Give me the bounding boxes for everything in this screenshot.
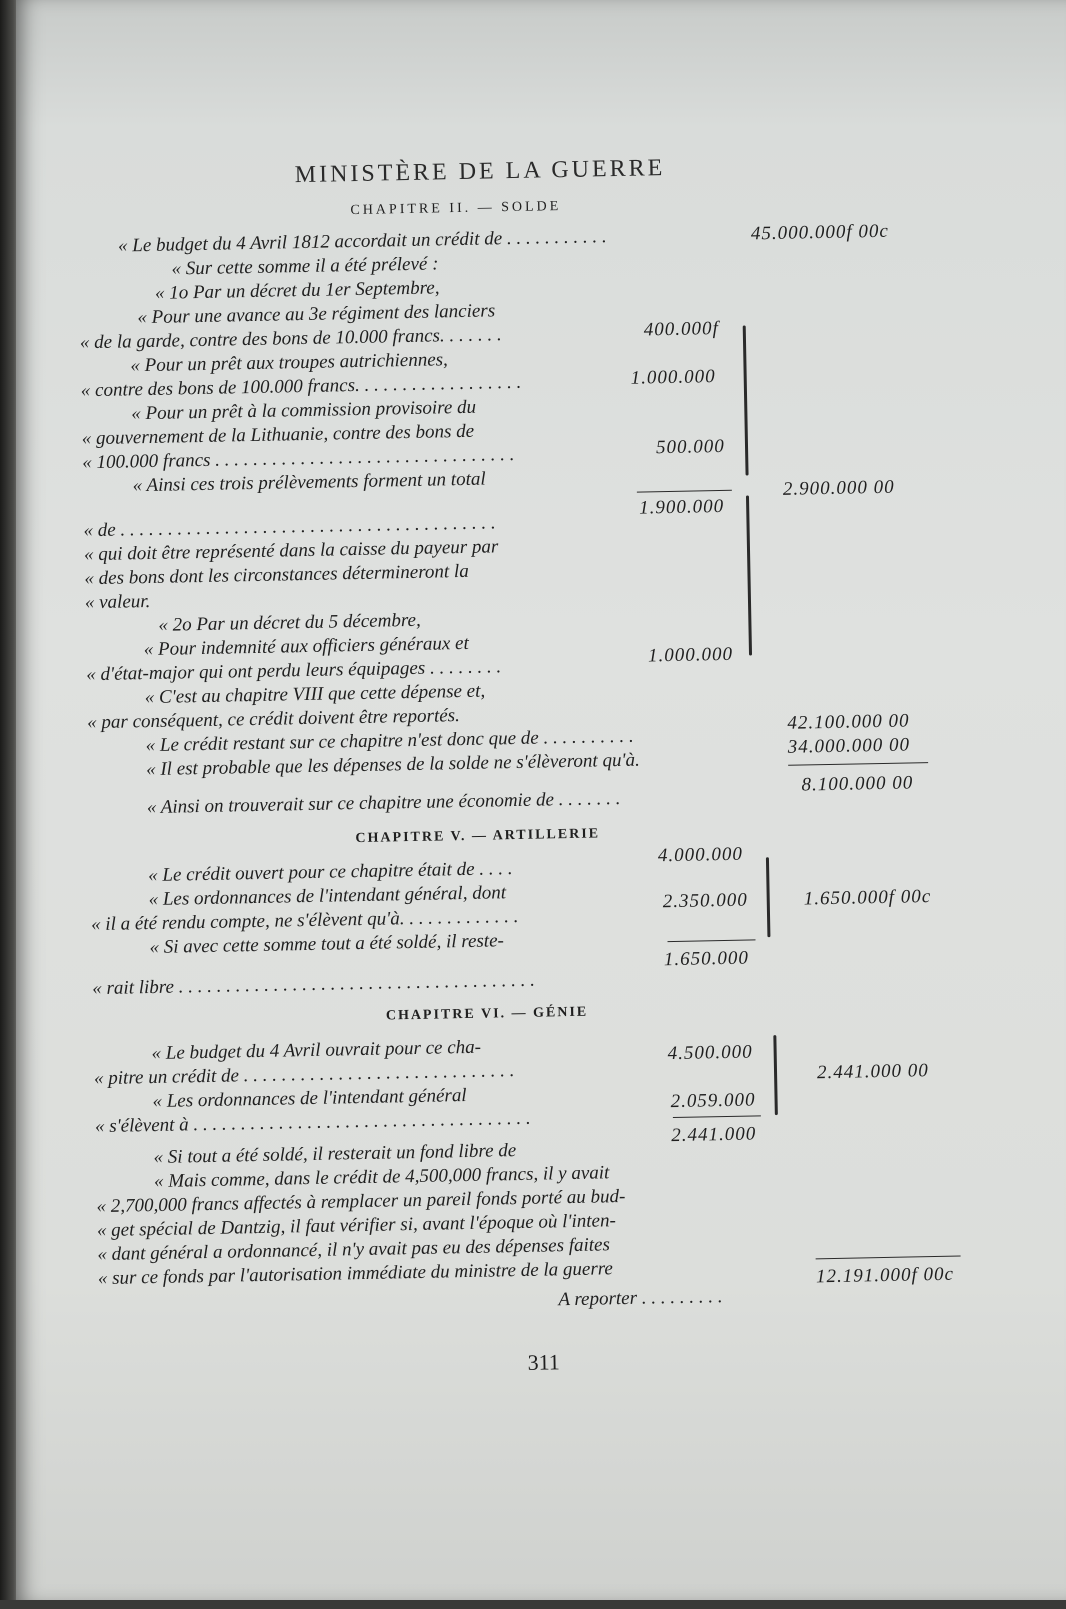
ch5-line-3: « il a été rendu compte, ne s'élèvent qu'à. . . . . . . . . . . . .	[90, 905, 519, 936]
ch6-line-1: « Le budget du 4 Avril ouvrait pour ce cha-	[151, 1036, 482, 1065]
ch2-line-11: « Ainsi ces trois prélèvements forment un total	[132, 468, 486, 497]
ch2-line-17: « Pour indemnité aux officiers généraux et	[143, 632, 470, 661]
ch2-right-amount-2: 2.900.000 00	[782, 476, 895, 500]
ch2-brace-upper	[743, 326, 749, 476]
ch2-line-4: « Pour une avance au 3e régiment des lanciers	[137, 300, 496, 329]
ch2-mid-amount-4: 1.900.000	[638, 495, 725, 519]
ch2-line-23: « Ainsi on trouverait sur ce chapitre une économie de . . . . . . .	[146, 788, 621, 819]
ch6-line-3: « Les ordonnances de l'intendant général	[152, 1085, 467, 1113]
ch2-line-20: « par conséquent, ce crédit doivent être reportés.	[87, 705, 461, 734]
ch5-line-2: « Les ordonnances de l'intendant général, dont	[148, 882, 507, 911]
ch5-mid-amount-1: 4.000.000	[657, 843, 744, 867]
ch2-total-rule	[788, 762, 928, 766]
ch2-mid-amount-1: 400.000f	[643, 318, 719, 341]
ch5-line-4: « Si avec cette somme tout a été soldé, il reste-	[149, 930, 505, 959]
ch2-line-8: « Pour un prêt à la commission provisoire du	[131, 396, 477, 425]
ch6-line-2: « pitre un crédit de . . . . . . . . . . . . . . . . . . . . . . . . . . . . .	[93, 1060, 515, 1090]
ch6-right-amount: 2.441.000 00	[816, 1060, 929, 1084]
book-page	[16, 0, 1066, 1600]
ch2-line-2: « Sur cette somme il a été prélevé :	[171, 253, 439, 280]
ch2-line-16: « 2o Par un décret du 5 décembre,	[158, 609, 421, 636]
ch2-line-7: « contre des bons de 100.000 francs. . . . . . . . . . . . . . . . . .	[80, 371, 522, 402]
ch5-mid-amount-2: 2.350.000	[662, 889, 748, 913]
ch2-line-19: « C'est au chapitre VIII que cette dépense et,	[144, 680, 486, 709]
ch6-mid-amount-3: 2.441.000	[671, 1123, 757, 1147]
ch5-brace	[766, 857, 771, 937]
ch2-line-14: « des bons dont les circonstances détermineront la	[84, 560, 469, 590]
ch6-line-10: « sur ce fonds par l'autorisation immédiate du ministre de la guerre	[97, 1258, 614, 1290]
ch2-line-21: « Le crédit restant sur ce chapitre n'est donc que de . . . . . . . . . .	[145, 725, 634, 757]
ch2-line-22: « Il est probable que les dépenses de la solde ne s'élèveront qu'à.	[145, 749, 640, 781]
ch5-line-1: « Le crédit ouvert pour ce chapitre était de . . . .	[147, 858, 513, 887]
ch2-mid-amount-3: 500.000	[655, 435, 725, 459]
chapter-2-title: CHAPITRE II. — SOLDE	[350, 199, 562, 219]
ch2-line-12: « de . . . . . . . . . . . . . . . . . . . . . . . . . . . . . . . . . . . . . . . .	[83, 512, 496, 542]
ch2-line-3: « 1o Par un décret du 1er Septembre,	[154, 277, 440, 304]
carry-label: A reporter . . . . . . . . .	[558, 1286, 723, 1311]
page-number: 311	[527, 1349, 560, 1375]
ch2-right-amount-3: 42.100.000 00	[787, 710, 910, 734]
ch2-line-5: « de la garde, contre des bons de 10.000 francs. . . . . . .	[79, 324, 502, 354]
ch2-mid-amount-2: 1.000.000	[630, 366, 716, 389]
ch2-right-amount-1: 45.000.000f 00c	[750, 220, 890, 245]
ch2-line-15: « valeur.	[84, 590, 151, 614]
ch6-line-6: « Mais comme, dans le crédit de 4,500,000 francs, il y avait	[153, 1162, 610, 1193]
ch6-brace	[773, 1035, 778, 1115]
ch2-line-9: « gouvernement de la Lithuanie, contre des bons de	[81, 420, 475, 450]
ch2-right-amount-4: 34.000.000 00	[787, 734, 911, 758]
ch6-line-4: « s'élèvent à . . . . . . . . . . . . . . . . . . . . . . . . . . . . . . . . . . . .	[94, 1107, 531, 1138]
ch5-line-5: « rait libre . . . . . . . . . . . . . . . . . . . . . . . . . . . . . . . . . . . . . .	[92, 969, 536, 1000]
ch6-line-7: « 2,700,000 francs affectés à remplacer un pareil fonds porté au bud-	[96, 1185, 626, 1218]
ch5-subtotal-rule	[668, 939, 756, 942]
page-heading: MINISTÈRE DE LA GUERRE	[294, 155, 666, 189]
ch2-line-18: « d'état-major qui ont perdu leurs équipages . . . . . . . .	[86, 656, 502, 686]
carry-amount: 12.191.000f 00c	[815, 1263, 955, 1288]
ch2-right-amount-5: 8.100.000 00	[801, 772, 914, 796]
ch2-brace-lower	[746, 495, 752, 655]
ch6-line-8: « get spécial de Dantzig, il faut vérifier si, avant l'époque où l'inten-	[96, 1210, 617, 1242]
ch5-right-amount: 1.650.000f 00c	[803, 886, 932, 910]
ch6-subtotal-rule	[673, 1115, 761, 1118]
chapter-6-title: CHAPITRE VI. — GÉNIE	[385, 1004, 589, 1024]
ch5-mid-amount-3: 1.650.000	[663, 947, 750, 971]
ch2-subtotal-rule	[637, 490, 732, 493]
ch6-line-5: « Si tout a été soldé, il resterait un fond libre de	[153, 1140, 517, 1169]
page-content	[2, 0, 1066, 1609]
ch2-line-10: « 100.000 francs . . . . . . . . . . . . . . . . . . . . . . . . . . . . . . . .	[82, 443, 515, 474]
ch6-mid-amount-2: 2.059.000	[670, 1089, 756, 1113]
ch6-line-9: « dant général a ordonnancé, il n'y avait pas eu des dépenses faites	[97, 1234, 611, 1266]
ch2-line-13: « qui doit être représenté dans la caisse du payeur par	[83, 536, 499, 566]
chapter-5-title: CHAPITRE V. — ARTILLERIE	[355, 826, 601, 847]
ch2-line-6: « Pour un prêt aux troupes autrichiennes,	[130, 349, 449, 377]
ch2-line-1: « Le budget du 4 Avril 1812 accordait un crédit de . . . . . . . . . . .	[117, 226, 607, 257]
carry-rule	[816, 1256, 961, 1260]
ch2-mid-amount-5: 1.000.000	[647, 643, 734, 667]
ch6-mid-amount-1: 4.500.000	[667, 1041, 753, 1065]
